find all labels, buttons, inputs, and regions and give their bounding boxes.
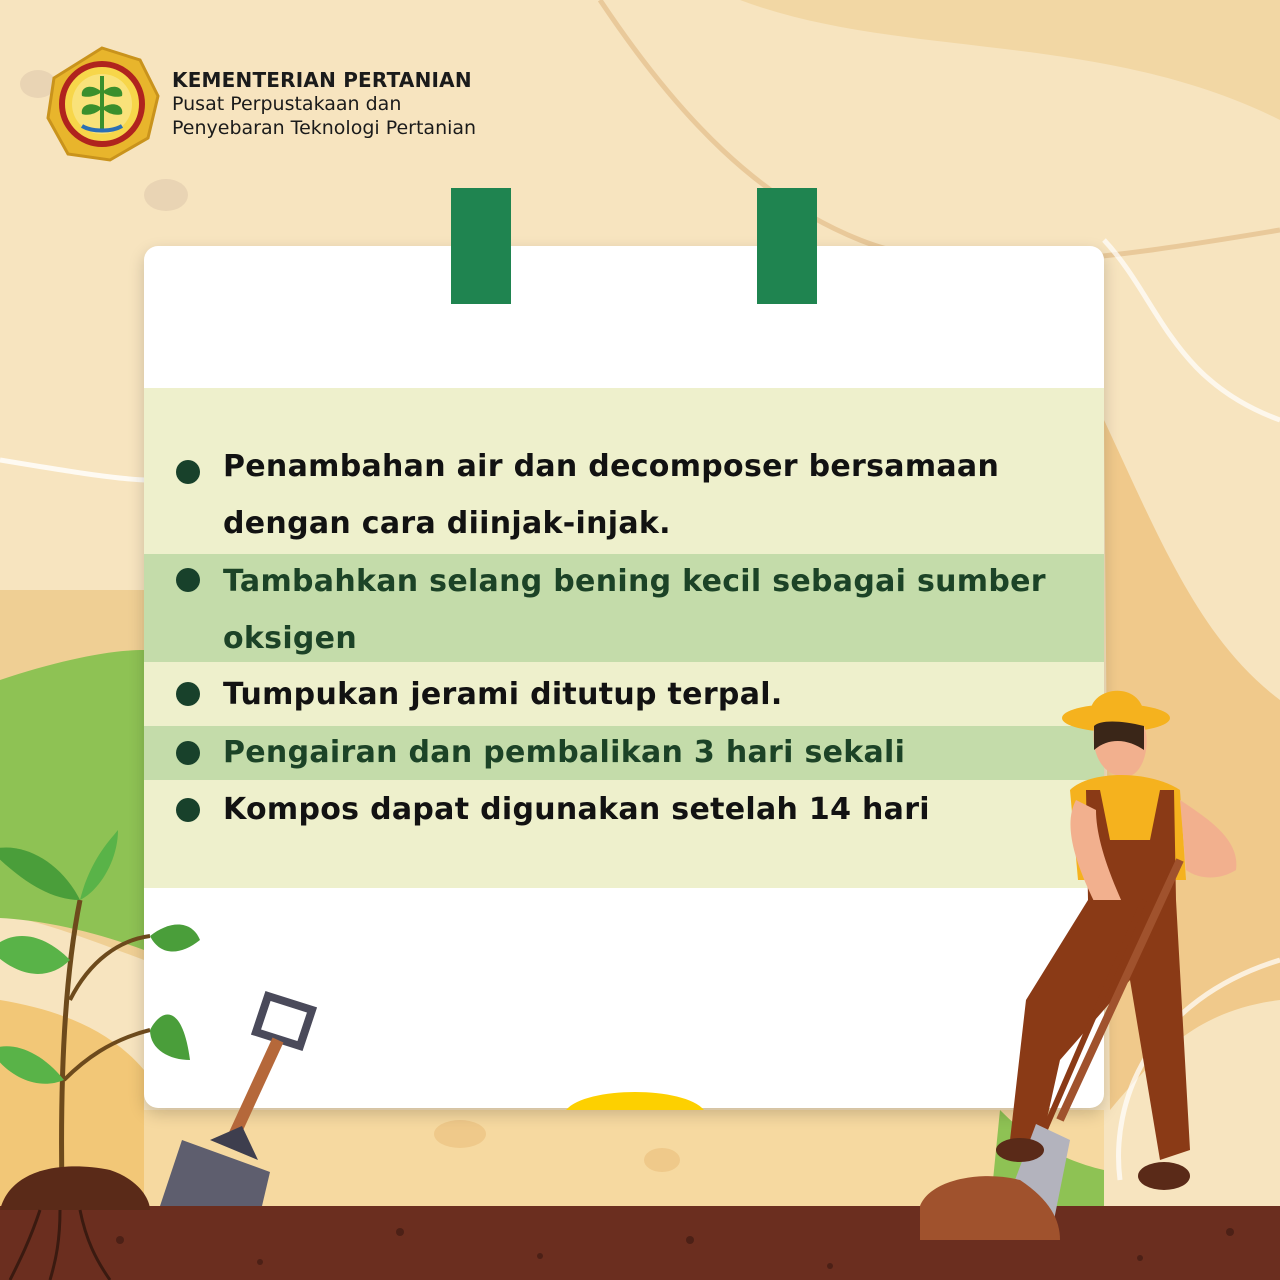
unit-name-line-2: Penyebaran Teknologi Pertanian bbox=[172, 116, 477, 139]
list-item-text: Tumpukan jerami ditutup terpal. bbox=[223, 677, 783, 712]
bullet-icon bbox=[176, 741, 200, 765]
bullet-icon bbox=[176, 798, 200, 822]
header bbox=[44, 46, 476, 162]
list-item bbox=[144, 426, 1104, 552]
info-card bbox=[144, 246, 1104, 1108]
list-item-text: Penambahan air dan decomposer bersamaan dengan cara diinjak-injak. bbox=[223, 449, 1000, 541]
ministry-emblem-icon bbox=[44, 46, 160, 162]
card-tab-left bbox=[451, 188, 511, 304]
steps-list bbox=[144, 388, 1104, 888]
list-item bbox=[144, 664, 1104, 722]
list-item bbox=[144, 782, 1104, 840]
bullet-icon bbox=[176, 460, 200, 484]
bullet-icon bbox=[176, 682, 200, 706]
list-item bbox=[144, 726, 1104, 780]
list-item-text: Kompos dapat digunakan setelah 14 hari bbox=[223, 792, 930, 827]
list-item-text: Pengairan dan pembalikan 3 hari sekali bbox=[223, 735, 906, 770]
unit-name-line-1: Pusat Perpustakaan dan bbox=[172, 92, 402, 115]
bullet-icon bbox=[176, 568, 200, 592]
list-item bbox=[144, 554, 1104, 662]
list-item-text: Tambahkan selang bening kecil sebagai sumber oksigen bbox=[223, 564, 1046, 656]
sun-icon bbox=[566, 1082, 704, 1110]
ministry-name: KEMENTERIAN PERTANIAN bbox=[172, 67, 472, 92]
card-tab-right bbox=[757, 188, 817, 304]
